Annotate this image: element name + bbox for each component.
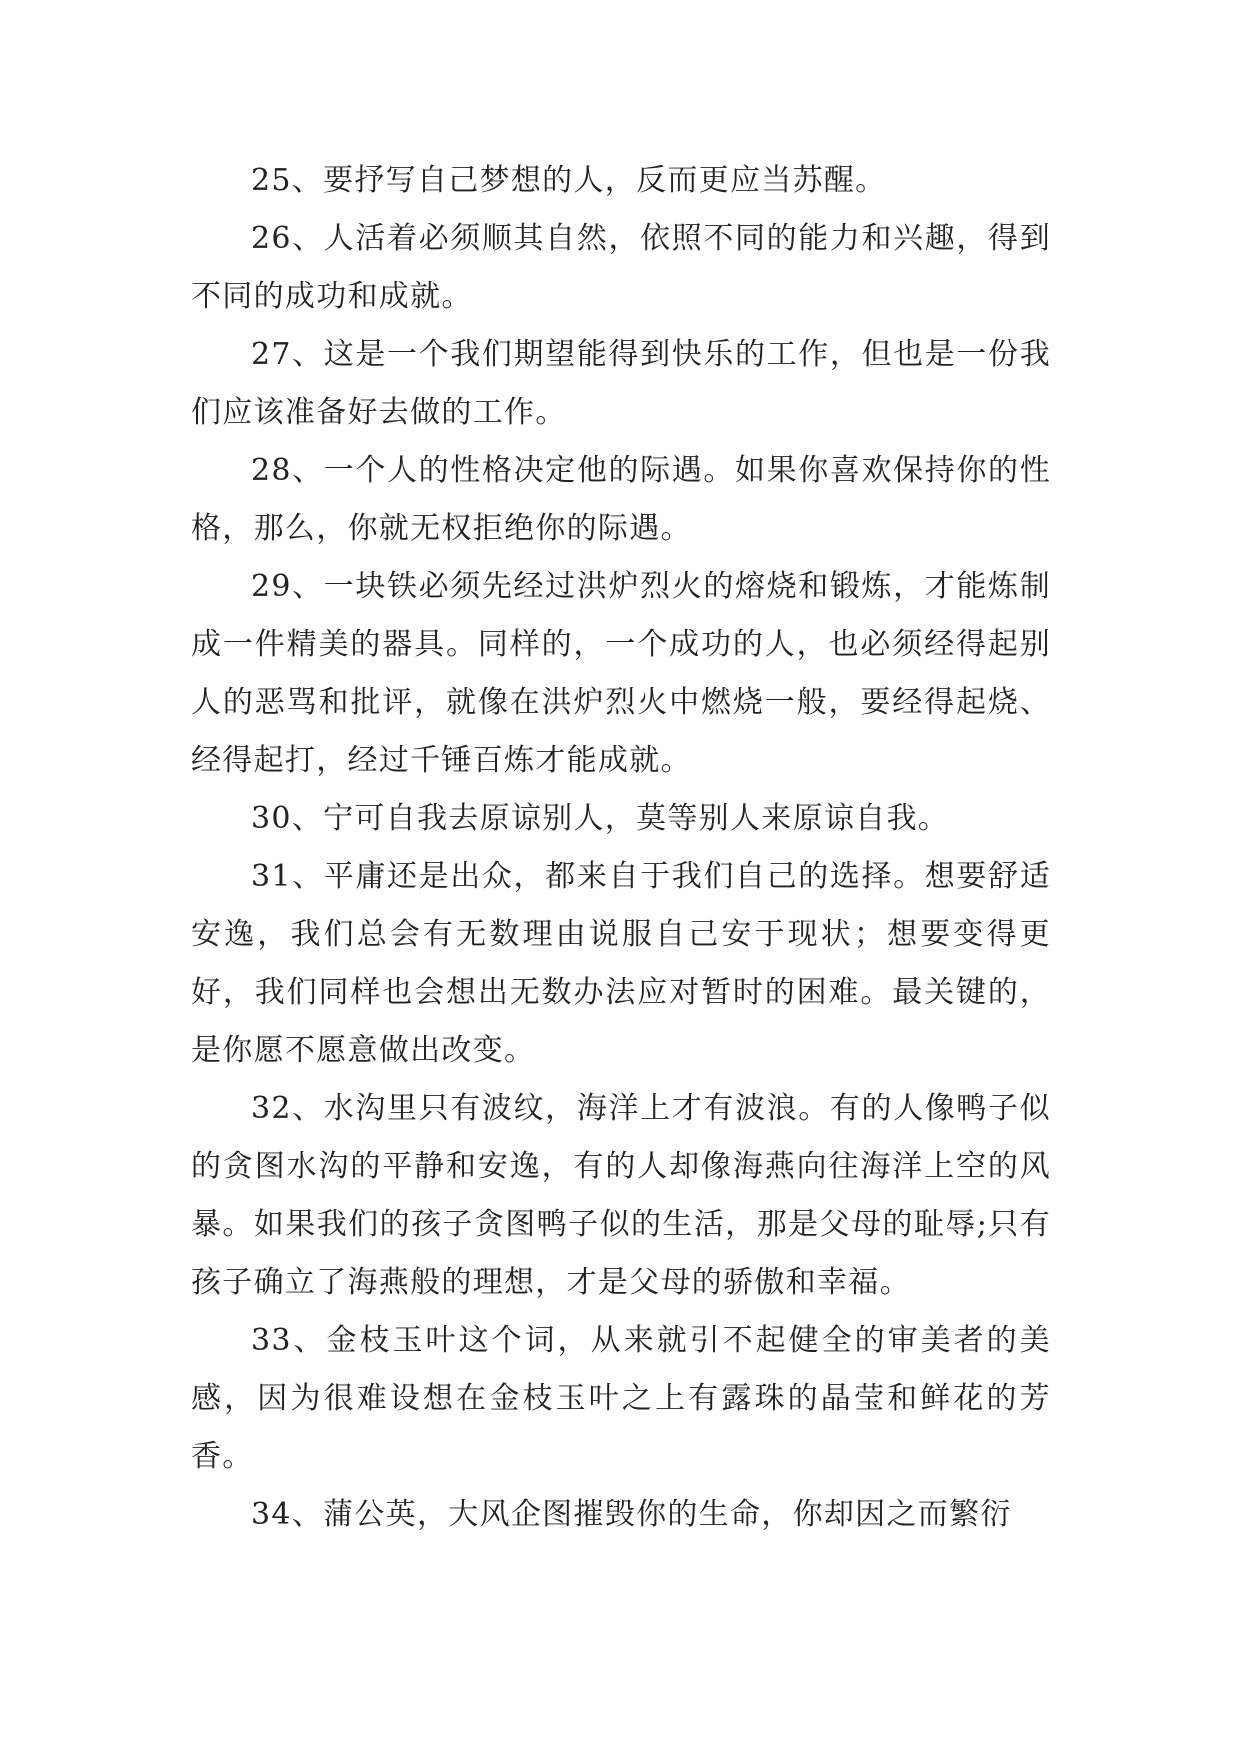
- paragraph-30: 30、宁可自我去原谅别人，莫等别人来原谅自我。: [251, 801, 950, 836]
- paragraph-31: 31、平庸还是出众，都来自于我们自己的选择。想要舒适安逸，我们总会有无数理由说服自己安于现状；想要变得更好，我们同样也会想出无数办法应对暂时的困难。最关键的，是你愿不愿意做出改变。: [191, 859, 1051, 1068]
- paragraph-28: 28、一个人的性格决定他的际遇。如果你喜欢保持你的性格，那么，你就无权拒绝你的际遇。: [191, 453, 1051, 546]
- paragraph-25: 25、要抒写自己梦想的人，反而更应当苏醒。: [251, 163, 887, 198]
- paragraph-34: 34、蒲公英，大风企图摧毁你的生命，你却因之而繁衍: [251, 1497, 1012, 1532]
- paragraph-32: 32、水沟里只有波纹，海洋上才有波浪。有的人像鸭子似的贪图水沟的平静和安逸，有的人却像海燕向往海洋上空的风暴。如果我们的孩子贪图鸭子似的生活，那是父母的耻辱;只有孩子确立了海燕般的理想，才是父母的骄傲和幸福。: [191, 1091, 1051, 1300]
- document-body: [191, 152, 1051, 1544]
- paragraph-29: 29、一块铁必须先经过洪炉烈火的熔烧和锻炼，才能炼制成一件精美的器具。同样的，一个成功的人，也必须经得起别人的恶骂和批评，就像在洪炉烈火中燃烧一般，要经得起烧、经得起打，经过千锤百炼才能成就。: [191, 569, 1051, 778]
- paragraph-27: 27、这是一个我们期望能得到快乐的工作，但也是一份我们应该准备好去做的工作。: [191, 337, 1051, 430]
- paragraph-33: 33、金枝玉叶这个词，从来就引不起健全的审美者的美感，因为很难设想在金枝玉叶之上有露珠的晶莹和鲜花的芳香。: [191, 1323, 1051, 1474]
- paragraph-26: 26、人活着必须顺其自然，依照不同的能力和兴趣，得到不同的成功和成就。: [191, 221, 1051, 314]
